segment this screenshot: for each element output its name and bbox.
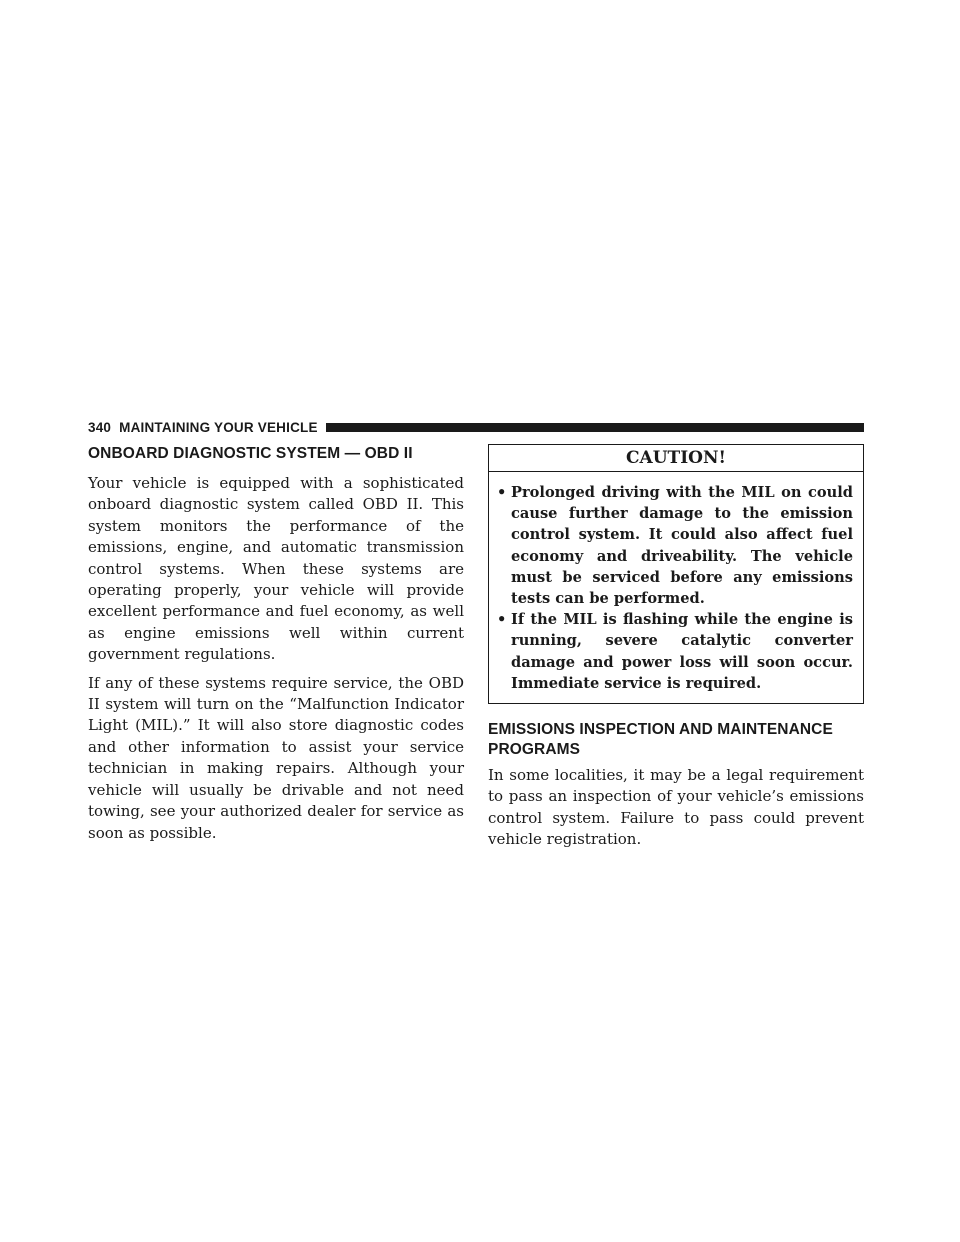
caution-list (489, 472, 863, 703)
page-number: 340 (88, 419, 112, 435)
bullet-icon: • (497, 484, 507, 501)
obd-heading: ONBOARD DIAGNOSTIC SYSTEM — OBD II (88, 445, 413, 462)
caution-item-text: Prolonged driving with the MIL on could cause further damage to the emission control system. It could also affect fuel economy and driveability. The vehicle must be serviced before any emissions tests can be performed. (511, 484, 853, 608)
left-column (88, 440, 464, 851)
obd-paragraph-1: Your vehicle is equipped with a sophisticated onboard diagnostic system called OBD II. This system monitors the performance of the emissions, engine, and automatic transmission control systems. When these systems are operating properly, your vehicle will provide excellent performance and fuel economy, as well as engine emissions well within current government regulations. (88, 474, 464, 664)
caution-title: CAUTION! (489, 445, 863, 472)
bullet-icon: • (497, 611, 507, 629)
emissions-paragraph: In some localities, it may be a legal requirement to pass an inspection of your vehicle’s emissions control system. Failure to pass could prevent vehicle registration. (488, 766, 864, 849)
caution-item-text: If the MIL is flashing while the engine is running, severe catalytic converter damage and power loss will soon occur. Immediate service is required. (511, 611, 853, 692)
section-title: MAINTAINING YOUR VEHICLE (119, 419, 318, 435)
caution-box (488, 444, 864, 704)
caution-item (497, 609, 853, 694)
header-rule (326, 423, 864, 432)
page-header (88, 418, 864, 436)
right-column (488, 444, 864, 858)
obd-paragraph-2: If any of these systems require service, the OBD II system will turn on the “Malfunction Indicator Light (MIL).” It will also store diagnostic codes and other information to assist your service technician in making repairs. Although your vehicle will usually be drivable and not need towing, see your authorized dealer for service as soon as possible. (88, 673, 464, 842)
emissions-heading: EMISSIONS INSPECTION AND MAINTENANCE PROGRAMS (488, 721, 833, 758)
caution-item (497, 482, 853, 609)
